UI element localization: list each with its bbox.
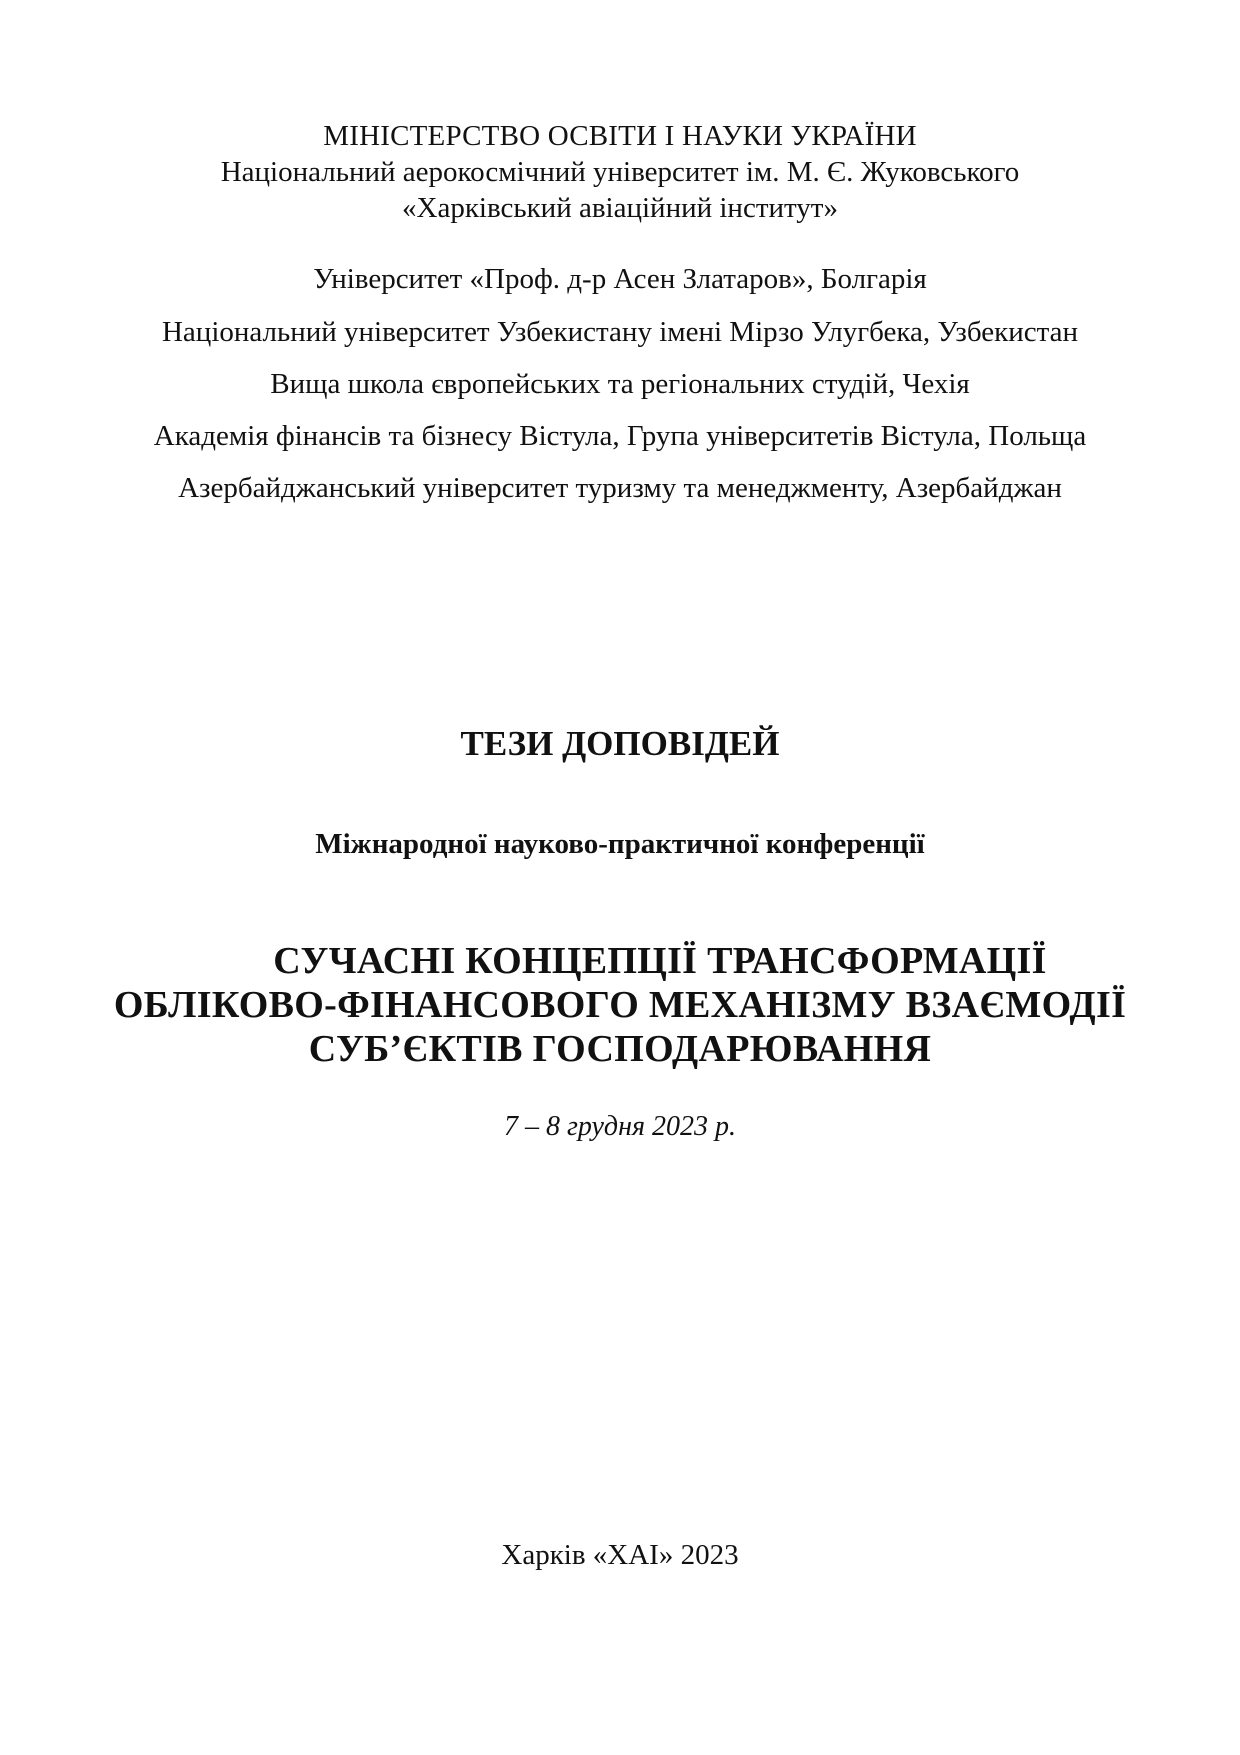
- topic-line-3: СУБ’ЄКТІВ ГОСПОДАРЮВАННЯ: [308, 1028, 932, 1070]
- topic-line-1: СУЧАСНІ КОНЦЕПЦІЇ ТРАНСФОРМАЦІЇ: [273, 940, 1047, 982]
- university-name: Національний аерокосмічний університет ім. М. Є. Жуковського: [220, 156, 1020, 188]
- partner-1: Університет «Проф. д-р Асен Златаров», Болгарія: [313, 263, 927, 295]
- conference-dates: 7 – 8 грудня 2023 р.: [504, 1111, 736, 1142]
- topic-line-2: ОБЛІКОВО-ФІНАНСОВОГО МЕХАНІЗМУ ВЗАЄМОДІЇ: [113, 984, 1127, 1026]
- collection-title: ТЕЗИ ДОПОВІДЕЙ: [460, 724, 780, 763]
- partner-2: Національний університет Узбекистану імені Мірзо Улугбека, Узбекистан: [161, 316, 1079, 348]
- partner-3: Вища школа європейських та регіональних студій, Чехія: [270, 368, 970, 400]
- partner-5: Азербайджанський університет туризму та менеджменту, Азербайджан: [178, 472, 1062, 504]
- institute-name: «Харківський авіаційний інститут»: [402, 192, 838, 224]
- partner-4: Академія фінансів та бізнесу Вістула, Група університетів Вістула, Польща: [153, 420, 1087, 452]
- imprint: Харків «ХАІ» 2023: [501, 1539, 739, 1571]
- ministry-name: МІНІСТЕРСТВО ОСВІТИ І НАУКИ УКРАЇНИ: [323, 120, 917, 152]
- conference-type: Міжнародної науково-практичної конференції: [315, 828, 925, 860]
